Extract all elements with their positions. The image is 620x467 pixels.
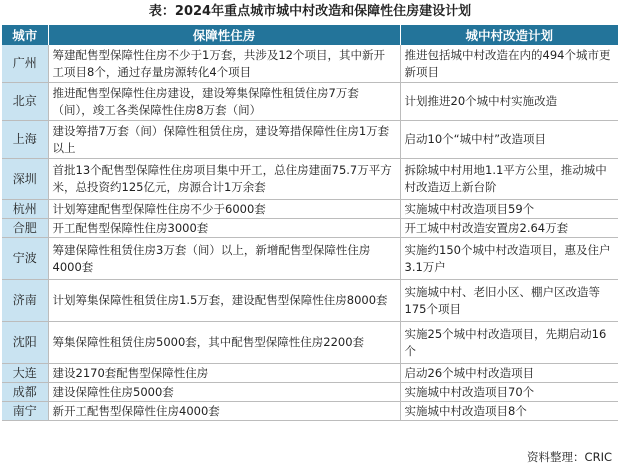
table-row [2, 121, 618, 159]
table-row [2, 364, 618, 383]
city-cell: 宁波 [2, 238, 48, 280]
village-cell: 实施城中村改造项目59个 [400, 200, 618, 219]
city-cell: 大连 [2, 364, 48, 383]
housing-cell: 筹集保障性租赁住房5000套，其中配售型保障性住房2200套 [48, 322, 400, 364]
data-table [2, 25, 618, 421]
village-cell: 实施城中村、老旧小区、棚户区改造等175个项目 [400, 280, 618, 322]
city-cell: 沈阳 [2, 322, 48, 364]
city-cell: 广州 [2, 45, 48, 83]
housing-cell: 新开工配售型保障性住房4000套 [48, 402, 400, 421]
village-cell: 开工城中村改造安置房2.64万套 [400, 219, 618, 238]
table-row [2, 402, 618, 421]
table-row [2, 280, 618, 322]
city-cell: 上海 [2, 121, 48, 159]
table-row [2, 383, 618, 402]
village-cell: 启动10个“城中村”改造项目 [400, 121, 618, 159]
village-cell: 实施城中村改造项目70个 [400, 383, 618, 402]
city-cell: 北京 [2, 83, 48, 121]
column-header-village: 城中村改造计划 [400, 25, 618, 45]
city-cell: 济南 [2, 280, 48, 322]
housing-cell: 开工配售型保障性住房3000套 [48, 219, 400, 238]
village-cell: 拆除城中村用地1.1平方公里，推动城中村改造迈上新台阶 [400, 159, 618, 200]
city-cell: 深圳 [2, 159, 48, 200]
village-cell: 启动26个城中村改造项目 [400, 364, 618, 383]
source-note: 资料整理：CRIC [527, 450, 612, 464]
table-row [2, 83, 618, 121]
village-cell: 计划推进20个城中村实施改造 [400, 83, 618, 121]
city-cell: 成都 [2, 383, 48, 402]
page-title: 表：2024年重点城市城中村改造和保障性住房建设计划 [148, 4, 472, 19]
table-row [2, 322, 618, 364]
city-cell: 南宁 [2, 402, 48, 421]
village-cell: 实施25个城中村改造项目，先期启动16个 [400, 322, 618, 364]
city-cell: 杭州 [2, 200, 48, 219]
housing-cell: 计划筹集保障性租赁住房1.5万套，建设配售型保障性住房8000套 [48, 280, 400, 322]
housing-cell: 建设保障性住房5000套 [48, 383, 400, 402]
column-header-housing: 保障性住房 [48, 25, 400, 45]
housing-cell: 建设筹措7万套（间）保障性租赁住房，建设筹措保障性住房1万套以上 [48, 121, 400, 159]
column-header-city: 城市 [2, 25, 48, 45]
table-row [2, 200, 618, 219]
housing-cell: 筹建保障性租赁住房3万套（间）以上，新增配售型保障性住房4000套 [48, 238, 400, 280]
housing-cell: 筹建配售型保障性住房不少于1万套，共涉及12个项目，其中新开工项目8个，通过存量房源转化4个项目 [48, 45, 400, 83]
table-row [2, 238, 618, 280]
table-row [2, 45, 618, 83]
village-cell: 实施城中村改造项目8个 [400, 402, 618, 421]
housing-cell: 首批13个配售型保障性住房项目集中开工，总住房建面75.7万平方米，总投资约125亿元，房源合计1万余套 [48, 159, 400, 200]
housing-cell: 建设2170套配售型保障性住房 [48, 364, 400, 383]
table-row [2, 159, 618, 200]
city-cell: 合肥 [2, 219, 48, 238]
village-cell: 推进包括城中村改造在内的494个城市更新项目 [400, 45, 618, 83]
header-row [2, 25, 618, 45]
housing-cell: 推进配售型保障性住房建设，建设筹集保障性租赁住房7万套（间），竣工各类保障性住房8万套（间） [48, 83, 400, 121]
village-cell: 实施约150个城中村改造项目，惠及住户3.1万户 [400, 238, 618, 280]
table-row [2, 219, 618, 238]
housing-cell: 计划筹建配售型保障性住房不少于6000套 [48, 200, 400, 219]
